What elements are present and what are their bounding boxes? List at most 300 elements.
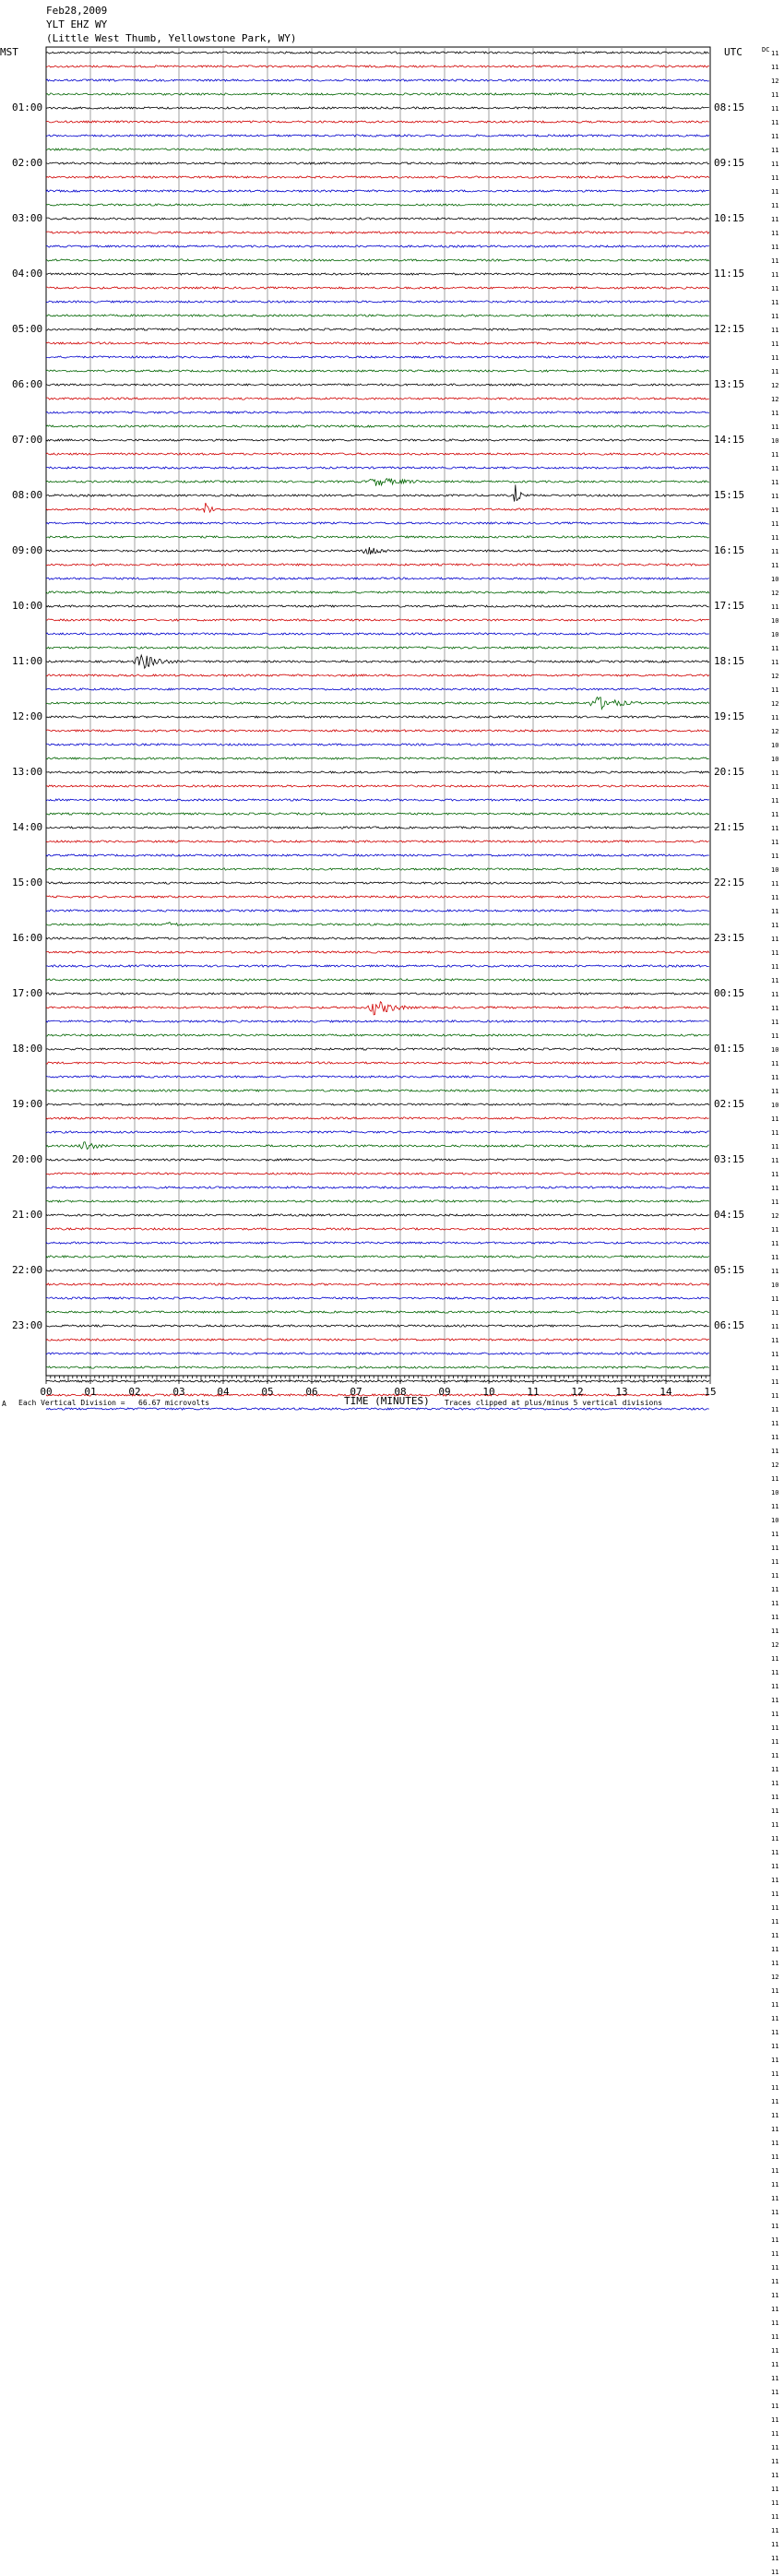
- trace-row: [46, 1242, 709, 1244]
- dc-offset-value: 11: [771, 2361, 779, 2368]
- dc-offset-value: 11: [771, 977, 779, 984]
- dc-offset-value: 11: [771, 1628, 779, 1635]
- dc-offset-value: 11: [771, 1129, 779, 1137]
- dc-offset-value: 11: [771, 1807, 779, 1815]
- trace-group: [46, 52, 709, 1415]
- dc-offset-value: 10: [771, 866, 779, 874]
- station-code: YLT EHZ WY: [46, 18, 108, 30]
- dc-offset-value: 11: [771, 1904, 779, 1912]
- left-hour-label: 04:00: [12, 268, 43, 280]
- dc-offset-value: 11: [771, 188, 779, 196]
- dc-offset-value: 11: [771, 1240, 779, 1247]
- trace-row: [46, 633, 709, 635]
- dc-offset-value: 11: [771, 603, 779, 611]
- trace-row: [46, 730, 709, 732]
- trace-row: [46, 771, 709, 773]
- clip-note: Traces clipped at plus/minus 5 vertical divisions: [445, 1399, 663, 1407]
- dc-offset-value: 10: [771, 576, 779, 583]
- dc-offset-value: 11: [771, 493, 779, 500]
- dc-offset-value: 11: [771, 1752, 779, 1759]
- trace-row: [46, 52, 709, 54]
- dc-offset-value: 11: [771, 562, 779, 569]
- dc-offset-value: 11: [771, 1932, 779, 1939]
- trace-row: [46, 1366, 709, 1368]
- right-hour-label: 19:15: [714, 710, 745, 722]
- right-hour-label: 20:15: [714, 766, 745, 778]
- dc-offset-value: 11: [771, 1295, 779, 1303]
- dc-offset-value: 11: [771, 2250, 779, 2258]
- trace-row: [46, 1270, 709, 1271]
- dc-offset-value: 11: [771, 2070, 779, 2078]
- right-hour-label: 13:15: [714, 378, 745, 390]
- dc-offset-value: 11: [771, 1724, 779, 1732]
- dc-offset-value: 12: [771, 396, 779, 403]
- dc-offset-value: 11: [771, 548, 779, 555]
- dc-offset-value: 10: [771, 1489, 779, 1497]
- trace-row: [46, 1187, 709, 1188]
- trace-row: [46, 479, 709, 486]
- trace-row: [46, 896, 709, 898]
- left-hour-label: 11:00: [12, 655, 43, 667]
- dc-offset-value: 11: [771, 479, 779, 486]
- dc-offset-value: 11: [771, 1821, 779, 1829]
- dc-offset-value: 11: [771, 354, 779, 362]
- dc-offset-value: 11: [771, 2389, 779, 2396]
- trace-row: [46, 467, 709, 469]
- dc-offset-value: 11: [771, 271, 779, 279]
- dc-offset-value: 11: [771, 1600, 779, 1607]
- x-tick-label: 13: [615, 1386, 628, 1398]
- trace-row: [46, 799, 709, 801]
- dc-offset-value: 11: [771, 91, 779, 99]
- trace-row: [46, 591, 709, 593]
- trace-row: [46, 1002, 709, 1015]
- right-hour-label: 17:15: [714, 600, 745, 612]
- trace-row: [46, 66, 709, 67]
- dc-offset-value: 11: [771, 64, 779, 71]
- left-hour-label: 10:00: [12, 600, 43, 612]
- left-hour-label: 02:00: [12, 157, 43, 169]
- trace-row: [46, 698, 709, 710]
- dc-offset-value: 11: [771, 1614, 779, 1621]
- dc-offset-value: 11: [771, 2472, 779, 2479]
- dc-offset-value: 11: [771, 1268, 779, 1275]
- right-hour-label: 12:15: [714, 323, 745, 335]
- dc-offset-value: 11: [771, 257, 779, 265]
- dc-offset-value: 11: [771, 465, 779, 472]
- dc-offset-value: 11: [771, 949, 779, 957]
- dc-offset-value: 11: [771, 202, 779, 209]
- dc-offset-value: 12: [771, 728, 779, 735]
- trace-row: [46, 453, 709, 455]
- right-hour-label: 22:15: [714, 877, 745, 888]
- left-hour-label: 05:00: [12, 323, 43, 335]
- right-hour-label: 23:15: [714, 932, 745, 944]
- dc-offset-value: 11: [771, 1337, 779, 1344]
- trace-row: [46, 937, 709, 939]
- dc-offset-value: 12: [771, 1974, 779, 1981]
- dc-offset-value: 10: [771, 631, 779, 638]
- trace-row: [46, 1173, 709, 1175]
- dc-offset-value: 11: [771, 216, 779, 223]
- trace-row: [46, 923, 709, 926]
- dc-offset-value: 10: [771, 1282, 779, 1289]
- dc-offset-value: 11: [771, 1738, 779, 1746]
- trace-row: [46, 176, 709, 178]
- dc-offset-value: 10: [771, 742, 779, 749]
- trace-row: [46, 1311, 709, 1313]
- dc-offset-value: 11: [771, 1475, 779, 1483]
- dc-offset-value: 11: [771, 410, 779, 417]
- right-hour-label: 04:15: [714, 1209, 745, 1221]
- dc-offset-value: 11: [771, 2555, 779, 2562]
- dc-offset-value: 11: [771, 368, 779, 376]
- dc-offset-value: 11: [771, 645, 779, 652]
- left-hour-label: 22:00: [12, 1264, 43, 1276]
- trace-row: [46, 1159, 709, 1161]
- dc-offset-value: 11: [771, 2043, 779, 2050]
- dc-offset-value: 11: [771, 244, 779, 251]
- dc-offset-value: 11: [771, 1323, 779, 1330]
- dc-offset-value: 11: [771, 1987, 779, 1995]
- trace-row: [46, 370, 709, 372]
- right-hour-label: 02:15: [714, 1098, 745, 1110]
- dc-offset-value: 11: [771, 1918, 779, 1926]
- left-hour-label: 21:00: [12, 1209, 43, 1221]
- trace-row: [46, 910, 709, 912]
- dc-offset-value: 11: [771, 1019, 779, 1026]
- dc-offset-value: 11: [771, 230, 779, 237]
- dc-offset-value: 11: [771, 1697, 779, 1704]
- x-tick-label: 10: [482, 1386, 495, 1398]
- trace-row: [46, 1062, 709, 1064]
- dc-offset-value: 11: [771, 2486, 779, 2493]
- dc-offset-value: 11: [771, 1185, 779, 1192]
- trace-row: [46, 647, 709, 649]
- left-hour-label: 06:00: [12, 378, 43, 390]
- trace-row: [46, 1090, 709, 1091]
- dc-offset-value: 11: [771, 1365, 779, 1372]
- dc-offset-value: 11: [771, 908, 779, 915]
- dc-offset-value: 11: [771, 2292, 779, 2299]
- trace-row: [46, 785, 709, 787]
- dc-offset-value: 11: [771, 2430, 779, 2438]
- dc-offset-value: 11: [771, 2513, 779, 2521]
- dc-offset-value: 11: [771, 659, 779, 666]
- dc-offset-value: 11: [771, 1074, 779, 1081]
- x-tick-label: 08: [394, 1386, 407, 1398]
- trace-row: [46, 1076, 709, 1078]
- left-hour-label: 03:00: [12, 212, 43, 224]
- dc-offset-value: 11: [771, 922, 779, 929]
- dc-offset-value: 11: [771, 2112, 779, 2119]
- dc-offset-value: 11: [771, 880, 779, 888]
- right-hour-label: 14:15: [714, 434, 745, 446]
- trace-row: [46, 484, 709, 501]
- dc-offset-value: 11: [771, 174, 779, 182]
- dc-offset-value: 11: [771, 340, 779, 348]
- dc-offset-value: 11: [771, 1434, 779, 1441]
- dc-offset-value: 11: [771, 507, 779, 514]
- dc-offset-value: 11: [771, 1877, 779, 1884]
- left-hour-label: 07:00: [12, 434, 43, 446]
- dc-offset-value: 11: [771, 2236, 779, 2244]
- trace-row: [46, 121, 709, 123]
- right-hour-label: 08:15: [714, 101, 745, 113]
- right-hour-label: 05:15: [714, 1264, 745, 1276]
- trace-row: [46, 619, 709, 621]
- dc-offset-value: 11: [771, 2320, 779, 2327]
- dc-offset-value: 12: [771, 382, 779, 389]
- dc-offset-value: 11: [771, 1586, 779, 1593]
- dc-offset-value: 11: [771, 686, 779, 694]
- trace-row: [46, 232, 709, 233]
- x-tick-label: 03: [172, 1386, 185, 1398]
- right-hour-label: 09:15: [714, 157, 745, 169]
- dc-offset-value: 11: [771, 2264, 779, 2272]
- trace-row: [46, 841, 709, 842]
- corner-mark: A: [2, 1400, 6, 1408]
- dc-offset-value: 11: [771, 2458, 779, 2465]
- trace-row: [46, 993, 709, 995]
- dc-offset-value: 11: [771, 2527, 779, 2534]
- dc-offset-value: 12: [771, 1641, 779, 1649]
- trace-row: [46, 813, 709, 815]
- dc-offset-value: 11: [771, 2098, 779, 2105]
- trace-row: [46, 578, 709, 579]
- dc-offset-value: 11: [771, 285, 779, 292]
- dc-offset-value: 11: [771, 1032, 779, 1040]
- left-hour-label: 23:00: [12, 1319, 43, 1331]
- trace-row: [46, 342, 709, 344]
- dc-offset-value: 12: [771, 700, 779, 708]
- trace-row: [46, 1339, 709, 1341]
- dc-offset-value: 11: [771, 2209, 779, 2216]
- dc-offset-value: 11: [771, 797, 779, 805]
- left-hour-label: 19:00: [12, 1098, 43, 1110]
- dc-offset-value: 10: [771, 437, 779, 445]
- trace-row: [46, 204, 709, 206]
- dc-offset-value: 11: [771, 936, 779, 943]
- trace-row: [46, 1103, 709, 1105]
- trace-row: [46, 218, 709, 220]
- dc-offset-value: 11: [771, 423, 779, 431]
- trace-row: [46, 716, 709, 718]
- dc-offset-value: 10: [771, 1046, 779, 1054]
- dc-offset-value: 11: [771, 2541, 779, 2548]
- dc-offset-value: 11: [771, 769, 779, 777]
- dc-offset-value: 11: [771, 1503, 779, 1510]
- trace-row: [46, 547, 709, 555]
- dc-offset-value: 11: [771, 2153, 779, 2161]
- trace-row: [46, 1283, 709, 1285]
- right-hour-label: 00:15: [714, 987, 745, 999]
- trace-row: [46, 135, 709, 137]
- trace-row: [46, 979, 709, 981]
- dc-offset-value: 11: [771, 2181, 779, 2188]
- trace-row: [46, 1142, 709, 1150]
- trace-row: [46, 1034, 709, 1036]
- station-location: (Little West Thumb, Yellowstone Park, WY): [46, 32, 297, 44]
- trace-row: [46, 1408, 709, 1410]
- dc-offset-value: 11: [771, 1711, 779, 1718]
- trace-row: [46, 439, 709, 441]
- dc-offset-value: 11: [771, 2278, 779, 2285]
- trace-row: [46, 522, 709, 524]
- dc-offset-value: 11: [771, 2126, 779, 2133]
- trace-row: [46, 503, 709, 513]
- dc-offset-value: 11: [771, 1890, 779, 1898]
- dc-offset-value: 11: [771, 161, 779, 168]
- dc-offset-value: 11: [771, 105, 779, 113]
- dc-offset-value: 11: [771, 839, 779, 846]
- trace-row: [46, 425, 709, 427]
- dc-offset-value: 11: [771, 1946, 779, 1953]
- x-tick-label: 04: [217, 1386, 230, 1398]
- dc-offset-value: 11: [771, 2140, 779, 2147]
- left-hour-label: 01:00: [12, 101, 43, 113]
- dc-offset-value: 11: [771, 1448, 779, 1455]
- dc-offset-value: 12: [771, 78, 779, 85]
- trace-row: [46, 1325, 709, 1327]
- trace-row: [46, 190, 709, 192]
- dc-offset-value: 11: [771, 714, 779, 722]
- x-tick-label: 11: [527, 1386, 540, 1398]
- trace-row: [46, 655, 709, 668]
- trace-row: [46, 1048, 709, 1050]
- dc-offset-value: 11: [771, 1960, 779, 1967]
- left-hour-label: 15:00: [12, 877, 43, 888]
- dc-offset-value: 11: [771, 2029, 779, 2036]
- x-tick-label: 15: [704, 1386, 717, 1398]
- x-tick-label: 06: [305, 1386, 318, 1398]
- dc-offset-value: 11: [771, 1544, 779, 1552]
- trace-row: [46, 688, 709, 690]
- dc-offset-value: 11: [771, 2499, 779, 2507]
- dc-offset-value: 11: [771, 50, 779, 57]
- trace-row: [46, 245, 709, 247]
- dc-offset-value: 11: [771, 2223, 779, 2230]
- dc-offset-value: 11: [771, 853, 779, 860]
- dc-offset-value: 11: [771, 2195, 779, 2202]
- dc-offset-value: 11: [771, 119, 779, 126]
- dc-offset-value: 11: [771, 2057, 779, 2064]
- trace-row: [46, 301, 709, 303]
- dc-offset-value: 11: [771, 133, 779, 140]
- dc-offset-value: 11: [771, 1835, 779, 1843]
- dc-offset-value: 11: [771, 2306, 779, 2313]
- trace-row: [46, 1228, 709, 1230]
- dc-offset-value: 11: [771, 1572, 779, 1580]
- dc-offset-value: 12: [771, 590, 779, 597]
- dc-offset-value: 12: [771, 1461, 779, 1469]
- left-hour-label: 20:00: [12, 1153, 43, 1165]
- dc-offset-value: 10: [771, 617, 779, 625]
- trace-row: [46, 674, 709, 676]
- right-hour-label: 18:15: [714, 655, 745, 667]
- dc-offset-value: 11: [771, 1254, 779, 1261]
- x-tick-label: 00: [40, 1386, 53, 1398]
- trace-row: [46, 564, 709, 566]
- trace-row: [46, 356, 709, 358]
- x-tick-label: 07: [350, 1386, 362, 1398]
- dc-offset-value: 11: [771, 1171, 779, 1178]
- left-hour-label: 17:00: [12, 987, 43, 999]
- dc-offset-value: 11: [771, 2167, 779, 2175]
- right-hour-label: 01:15: [714, 1043, 745, 1055]
- x-tick-label: 12: [571, 1386, 584, 1398]
- dc-offset-value: 11: [771, 1669, 779, 1676]
- dc-offset-value: 11: [771, 1351, 779, 1358]
- left-hour-label: 13:00: [12, 766, 43, 778]
- left-hour-label: 08:00: [12, 489, 43, 501]
- dc-offset-value: 11: [771, 1157, 779, 1164]
- trace-row: [46, 951, 709, 953]
- left-axis-title: MST: [0, 46, 18, 58]
- trace-row: [46, 315, 709, 316]
- right-hour-label: 11:15: [714, 268, 745, 280]
- trace-row: [46, 1214, 709, 1216]
- dc-offset-value: 11: [771, 1060, 779, 1067]
- right-axis-title: UTC: [724, 46, 742, 58]
- dc-offset-value: 11: [771, 1558, 779, 1566]
- trace-row: [46, 398, 709, 400]
- x-tick-label: 05: [261, 1386, 274, 1398]
- left-hour-label: 16:00: [12, 932, 43, 944]
- trace-row: [46, 757, 709, 759]
- dc-offset-value: 11: [771, 520, 779, 528]
- dc-offset-value: 11: [771, 1780, 779, 1787]
- trace-row: [46, 93, 709, 95]
- trace-row: [46, 882, 709, 884]
- trace-row: [46, 149, 709, 150]
- trace-row: [46, 1131, 709, 1133]
- dc-offset-value: 11: [771, 1849, 779, 1856]
- right-hour-label: 16:15: [714, 544, 745, 556]
- dc-offset-value: 11: [771, 2333, 779, 2341]
- dc-offset-value: 11: [771, 2403, 779, 2410]
- dc-offset-value: 11: [771, 2347, 779, 2355]
- dc-offset-value: 11: [771, 313, 779, 320]
- dc-offset-value: 11: [771, 811, 779, 818]
- dc-offset-value: 11: [771, 2416, 779, 2424]
- trace-row: [46, 162, 709, 164]
- right-hour-label: 21:15: [714, 821, 745, 833]
- trace-row: [46, 411, 709, 413]
- trace-row: [46, 259, 709, 261]
- dc-offset-value: 11: [771, 1226, 779, 1234]
- dc-offset-value: 11: [771, 327, 779, 334]
- dc-offset-value: 11: [771, 2375, 779, 2382]
- x-axis-title: TIME (MINUTES): [344, 1395, 430, 1407]
- left-hour-label: 09:00: [12, 544, 43, 556]
- dc-offset-value: 11: [771, 2015, 779, 2022]
- right-hour-label: 03:15: [714, 1153, 745, 1165]
- dc-offset-value: 11: [771, 963, 779, 971]
- dc-offset-value: 11: [771, 1309, 779, 1317]
- left-hour-label: 18:00: [12, 1043, 43, 1055]
- dc-offset-value: 11: [771, 991, 779, 998]
- right-hour-label: 06:15: [714, 1319, 745, 1331]
- dc-offset-value: 11: [771, 1531, 779, 1538]
- trace-row: [46, 605, 709, 607]
- trace-row: [46, 1020, 709, 1022]
- trace-row: [46, 1256, 709, 1258]
- x-tick-label: 09: [438, 1386, 451, 1398]
- trace-row: [46, 827, 709, 829]
- dc-offset-value: 11: [771, 1115, 779, 1123]
- dc-header: DC: [762, 46, 770, 54]
